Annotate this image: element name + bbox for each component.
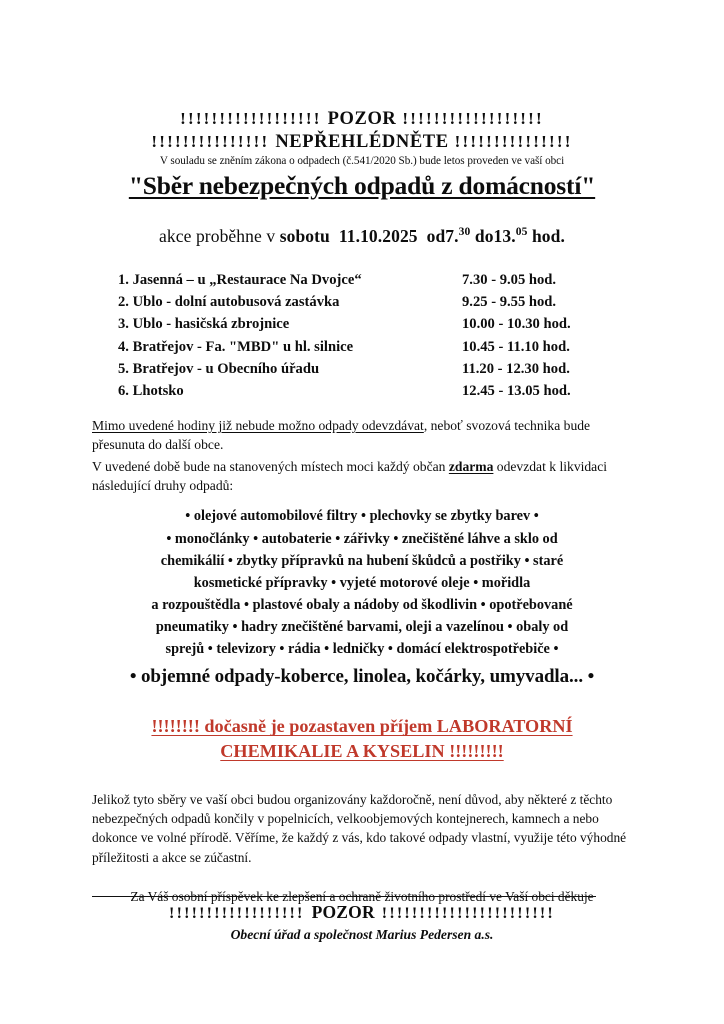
notice-free-paragraph <box>92 457 632 496</box>
free-keyword: zdarma <box>448 458 494 474</box>
event-date: 11.10.2025 <box>338 226 418 247</box>
stop-time: 10.45 - 11.10 hod. <box>462 338 570 355</box>
signature-line: Obecní úřad a společnost Marius Pedersen a.s. <box>230 927 494 943</box>
event-to-hour: 13. <box>493 226 516 247</box>
footer-bangs-right: !!!!!!!!!!!!!!!!!!!!!!! <box>381 905 555 922</box>
event-to-label: do <box>474 226 494 247</box>
footer-bangs-left: !!!!!!!!!!!!!!!!!! <box>169 905 305 922</box>
footer-pozor-line <box>92 902 632 923</box>
event-prefix: akce proběhne v <box>159 226 276 247</box>
suspension-warning <box>92 714 632 763</box>
stop-time: 9.25 - 9.55 hod. <box>462 294 557 311</box>
warning-line-1: !!!!!!!! dočasně je pozastaven příjem LABORATORNÍ <box>151 716 573 737</box>
notice-hours-paragraph <box>92 416 632 455</box>
bulky-waste-line: • objemné odpady-koberce, linolea, kočárky, umyvadla... • <box>129 666 595 688</box>
banner-word-pozor: POZOR <box>327 109 397 129</box>
banner-word-neprehlednete: NEPŘEHLÉDNĚTE <box>275 131 449 152</box>
stop-label: Ublo - hasičská zbrojnice <box>132 316 290 333</box>
thanks-line: Za Váš osobní příspěvek ke zlepšení a ochraně životního prostředí ve Vaší obci děkuje <box>130 889 594 905</box>
stop-label: Ublo - dolní autobusová zastávka <box>132 294 340 311</box>
banner-line-pozor <box>92 108 632 131</box>
stop-number: 3. <box>118 316 129 333</box>
list-item: kosmetické přípravky • vyjeté motorové oleje • mořidla <box>193 574 531 591</box>
list-item: • olejové automobilové filtry • plechovky se zbytky barev • <box>185 508 539 525</box>
stop-name <box>92 380 462 402</box>
stop-label: Bratřejov - u Obecního úřadu <box>132 360 320 377</box>
banner-line-neprehlednete <box>92 131 632 154</box>
stop-time: 12.45 - 13.05 hod. <box>462 382 571 399</box>
stop-label: Lhotsko <box>132 382 184 399</box>
stop-number: 2. <box>118 294 129 311</box>
notice-rest-clause: , neboť svozová technika bude přesunuta do další obce. <box>92 418 591 453</box>
footer <box>92 896 632 923</box>
stops-table-body <box>92 269 632 402</box>
stop-name <box>92 336 462 358</box>
stop-name <box>92 313 462 335</box>
stop-number: 4. <box>118 338 129 355</box>
list-item: chemikálií • zbytky přípravků na hubení škůdců a postřiky • staré <box>160 552 564 569</box>
free-before-text: V uvedené době bude na stanovených místech moci každý občan <box>92 458 449 474</box>
notice-underlined-clause: Mimo uvedené hodiny již nebude možno odpady odevzdávat <box>92 418 424 434</box>
stop-time: 7.30 - 9.05 hod. <box>462 272 557 289</box>
event-from-label: od <box>426 226 446 247</box>
event-to-minutes: 05 <box>515 226 528 239</box>
stop-name <box>92 291 462 313</box>
banner2-bangs-left: !!!!!!!!!!!!!!! <box>151 131 270 151</box>
list-item: pneumatiky • hadry znečištěné barvami, oleji a vazelínou • obaly od <box>155 619 569 636</box>
table-row <box>92 313 632 335</box>
stop-number: 5. <box>118 360 129 377</box>
event-from-minutes: 30 <box>458 226 471 239</box>
banner-bangs-left: !!!!!!!!!!!!!!!!!! <box>180 109 322 128</box>
footer-word-pozor: POZOR <box>311 902 375 922</box>
accepted-waste-list <box>92 505 632 660</box>
event-suffix: hod. <box>531 226 565 247</box>
table-row <box>92 380 632 402</box>
closing-paragraph: Jelikož tyto sběry ve vaší obci budou organizovány každoročně, není důvod, aby některé z těchto nebezpečných odpadů končily v popelnicích, velkoobjemových kontejnerech, kamnech a nebo dokonce ve volné přírodě. Věříme, že každý z vás, kdo takové odpady vlastní, využije této výhodné příležitosti a akce se zúčastní. <box>92 791 627 865</box>
stop-name <box>92 358 462 380</box>
stop-name <box>92 269 462 291</box>
page-title: "Sběr nebezpečných odpadů z domácností" <box>128 171 596 201</box>
stops-schedule-table <box>92 269 632 402</box>
stop-number: 6. <box>118 382 129 399</box>
stop-label: Bratřejov - Fa. "MBD" u hl. silnice <box>132 338 354 355</box>
free-after-text: odevzdat k likvidaci následující druhy odpadů: <box>92 458 608 494</box>
list-item: a rozpouštědla • plastové obaly a nádoby od škodlivin • opotřebované <box>151 596 573 613</box>
law-reference-line: V souladu se zněním zákona o odpadech (č.541/2020 Sb.) bude letos proveden ve vaší obci <box>159 155 565 168</box>
event-from-hour: 7. <box>445 226 459 247</box>
warning-line-2: CHEMIKALIE A KYSELIN !!!!!!!!! <box>220 741 504 761</box>
event-datetime-line <box>92 226 632 247</box>
stop-label: Jasenná – u „Restaurace Na Dvojce“ <box>132 272 362 289</box>
table-row <box>92 336 632 358</box>
table-row <box>92 358 632 380</box>
footer-divider <box>92 896 596 897</box>
list-item: • monočlánky • autobaterie • zářivky • znečištěné láhve a sklo od <box>166 530 558 547</box>
list-item: sprejů • televizory • rádia • ledničky • domácí elektrospotřebiče • <box>165 641 559 658</box>
table-row <box>92 291 632 313</box>
banner2-bangs-right: !!!!!!!!!!!!!!! <box>454 131 573 151</box>
event-day: sobotu <box>279 226 330 247</box>
banner-bangs-right: !!!!!!!!!!!!!!!!!! <box>402 109 544 128</box>
stop-number: 1. <box>118 272 129 289</box>
stop-time: 11.20 - 12.30 hod. <box>462 360 570 377</box>
table-row <box>92 269 632 291</box>
stop-time: 10.00 - 10.30 hod. <box>462 316 571 333</box>
